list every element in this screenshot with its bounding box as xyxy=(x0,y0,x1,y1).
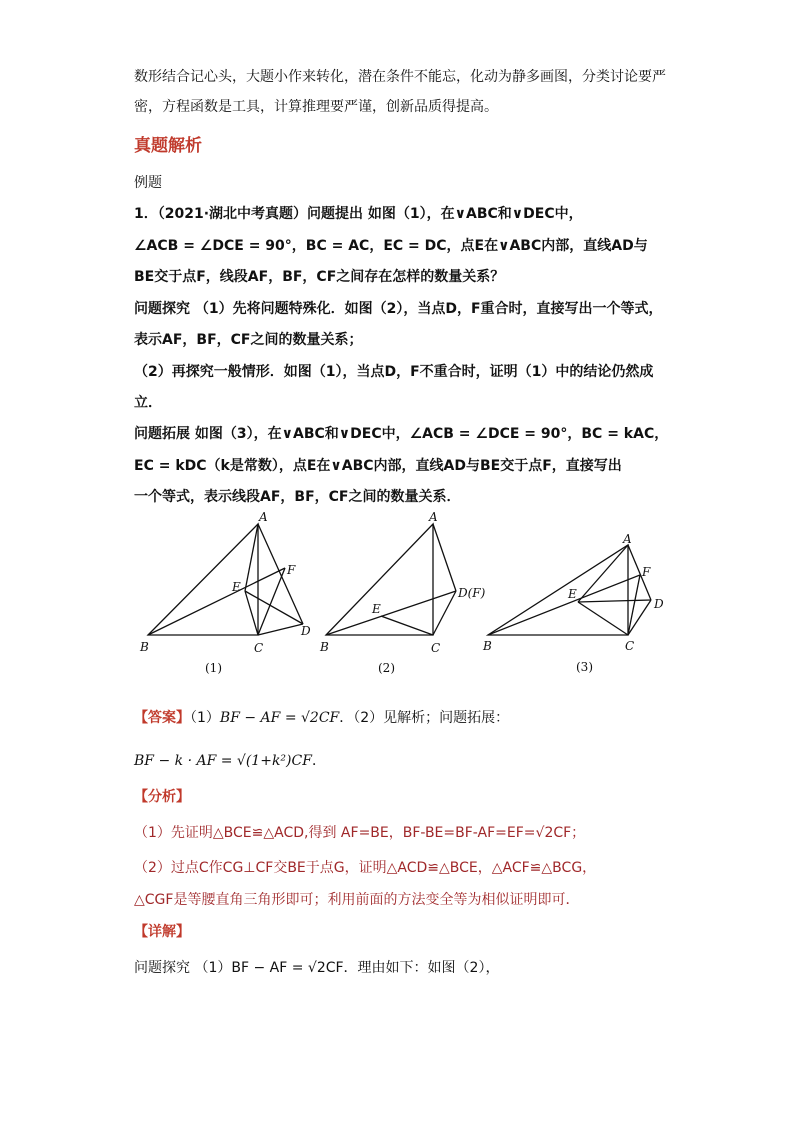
segment-ec-2 xyxy=(381,616,433,635)
label-c-3: C xyxy=(625,639,635,653)
answer-part2: ．（2）见解析；问题拓展： xyxy=(339,710,510,726)
figure-2 xyxy=(318,510,498,685)
label-e-3: E xyxy=(568,587,577,601)
triangle-abc-2 xyxy=(326,524,433,635)
label-e-2: E xyxy=(372,602,381,616)
problem-line-3: BE交于点F，线段AF，BF，CF之间存在怎样的数量关系？ xyxy=(134,269,505,285)
figure-3 xyxy=(478,528,678,683)
label-d-3: D xyxy=(654,597,664,611)
problem-line-1: 1．（2021·湖北中考真题）问题提出 如图（1），在∨ABC和∨DEC中， xyxy=(134,206,583,222)
triangle-abc-1 xyxy=(148,524,258,635)
label-d-2: D(F) xyxy=(458,586,486,600)
detail-line-1: 问题探究 （1）BF − AF = √2CF．理由如下：如图（2）， xyxy=(134,960,500,976)
caption-3: (3) xyxy=(576,660,593,674)
analysis-line-3: △CGF是等腰直角三角形即可；利用前面的方法变全等为相似证明即可． xyxy=(134,892,580,908)
problem-line-6: （2）再探究一般情形．如图（1），当点D，F不重合时，证明（1）中的结论仍然成 xyxy=(134,364,654,380)
label-c-1: C xyxy=(254,641,264,655)
analysis-line-1: （1）先证明△BCE≌△ACD,得到 AF=BE，BF-BE=BF-AF=EF=√2CF； xyxy=(134,825,586,841)
segment-cd-1 xyxy=(258,624,303,635)
analysis-tag: 【分析】 xyxy=(134,789,190,805)
segment-bf-3 xyxy=(488,575,640,635)
label-e-1: E xyxy=(232,580,241,594)
label-d-1: D xyxy=(301,624,311,638)
answer-eq2: BF − k · AF = √(1+k²)CF xyxy=(134,753,312,769)
segment-ae-1 xyxy=(245,524,258,591)
answer-line-2 xyxy=(134,750,326,770)
problem-line-8: 问题拓展 如图（3），在∨ABC和∨DEC中，∠ACB = ∠DCE = 90°，BC = kAC， xyxy=(134,426,669,442)
segment-cf-1 xyxy=(258,568,285,635)
segment-ec-3 xyxy=(578,602,628,635)
intro-line-1: 数形结合记心头，大题小作来转化，潜在条件不能忘，化动为静多画图，分类讨论要严 xyxy=(134,69,666,85)
intro-line-2: 密，方程函数是工具，计算推理要严谨，创新品质得提高。 xyxy=(134,99,498,115)
label-b-3: B xyxy=(483,639,492,653)
example-label: 例题 xyxy=(134,175,162,191)
answer-eq1: BF − AF = √2CF xyxy=(219,710,340,726)
caption-1: (1) xyxy=(205,661,222,675)
problem-line-10: 一个等式，表示线段AF，BF，CF之间的数量关系． xyxy=(134,489,461,505)
answer-line-1 xyxy=(134,707,509,727)
analysis-line-2: （2）过点C作CG⊥CF交BE于点G，证明△ACD≌△BCE，△ACF≌△BCG， xyxy=(134,860,597,876)
problem-line-5: 表示AF，BF，CF之间的数量关系； xyxy=(134,332,363,348)
label-b-2: B xyxy=(320,640,329,654)
label-b-1: B xyxy=(140,640,149,654)
problem-line-4: 问题探究 （1）先将问题特殊化．如图（2），当点D，F重合时，直接写出一个等式， xyxy=(134,301,663,317)
answer-tag: 【答案】 xyxy=(134,710,190,726)
caption-2: (2) xyxy=(378,661,395,675)
label-a-3: A xyxy=(623,532,632,546)
segment-ae-3 xyxy=(578,545,628,602)
problem-line-7: 立． xyxy=(134,395,162,411)
answer-part1-prefix: （1） xyxy=(190,710,220,726)
label-f-3: F xyxy=(642,565,651,579)
answer-eq2-end: ． xyxy=(311,753,326,769)
section-title: 真题解析 xyxy=(134,136,202,156)
segment-ad-2 xyxy=(433,524,456,591)
segment-ed-3 xyxy=(578,600,651,602)
label-a-2: A xyxy=(429,510,438,524)
problem-line-2: ∠ACB = ∠DCE = 90°，BC = AC，EC = DC，点E在∨ABC内部，直线AD与 xyxy=(134,238,648,254)
problem-line-9: EC = kDC（k是常数），点E在∨ABC内部，直线AD与BE交于点F，直接写出 xyxy=(134,458,622,474)
label-c-2: C xyxy=(431,641,441,655)
detail-tag: 【详解】 xyxy=(134,924,190,940)
segment-ad-1 xyxy=(258,524,303,624)
label-f-1: F xyxy=(287,563,296,577)
figure-1 xyxy=(130,510,330,685)
label-a-1: A xyxy=(259,510,268,524)
